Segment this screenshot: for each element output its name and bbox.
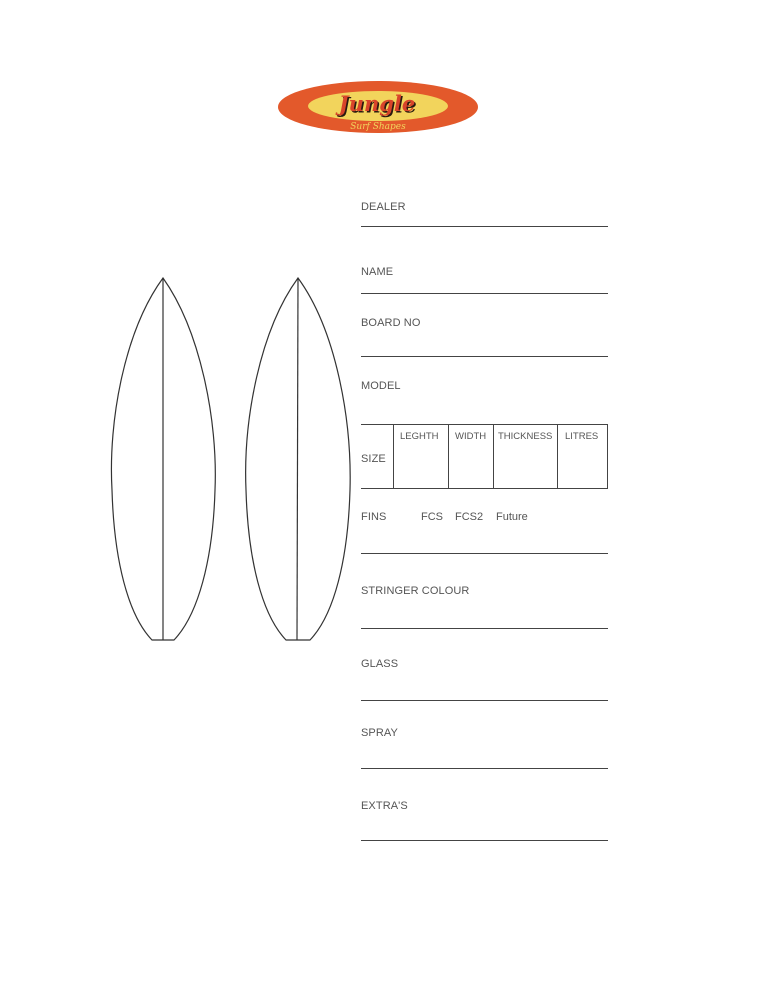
size-table-bottom-border (361, 488, 608, 489)
spray-label: SPRAY (361, 727, 398, 739)
name-field-line[interactable] (361, 293, 608, 294)
size-table-top-border (361, 424, 608, 425)
size-table-divider (607, 424, 608, 489)
fins-label: FINS (361, 511, 387, 523)
fin-option-future[interactable]: Future (496, 511, 528, 523)
fin-option-fcs[interactable]: FCS (421, 511, 443, 523)
board-no-label: BOARD NO (361, 317, 421, 329)
extras-field-line[interactable] (361, 840, 608, 841)
size-label: SIZE (361, 453, 386, 465)
spray-field-line[interactable] (361, 768, 608, 769)
glass-label: GLASS (361, 658, 399, 670)
jungle-surf-shapes-logo (276, 78, 480, 136)
logo-sub-text: Surf Shapes (350, 122, 406, 132)
size-table-divider (557, 424, 558, 489)
model-label: MODEL (361, 380, 401, 392)
fin-option-fcs2[interactable]: FCS2 (455, 511, 484, 523)
dealer-label: DEALER (361, 201, 406, 213)
litres-column-header: LITRES (565, 431, 599, 442)
size-table-divider (448, 424, 449, 489)
length-column-header: LEGHTH (400, 431, 439, 442)
stringer-colour-field-line[interactable] (361, 628, 608, 629)
size-table-divider (393, 424, 394, 489)
logo-main-text: Jungle (338, 91, 416, 116)
name-label: NAME (361, 266, 394, 278)
fins-field-line[interactable] (361, 553, 608, 554)
dealer-field-line[interactable] (361, 226, 608, 227)
size-table-divider (493, 424, 494, 489)
thickness-column-header: THICKNESS (498, 431, 553, 442)
extras-label: EXTRA'S (361, 800, 408, 812)
width-column-header: WIDTH (455, 431, 487, 442)
board-no-field-line[interactable] (361, 356, 608, 357)
glass-field-line[interactable] (361, 700, 608, 701)
surfboard-outlines (100, 270, 370, 650)
stringer-colour-label: STRINGER COLOUR (361, 585, 470, 597)
